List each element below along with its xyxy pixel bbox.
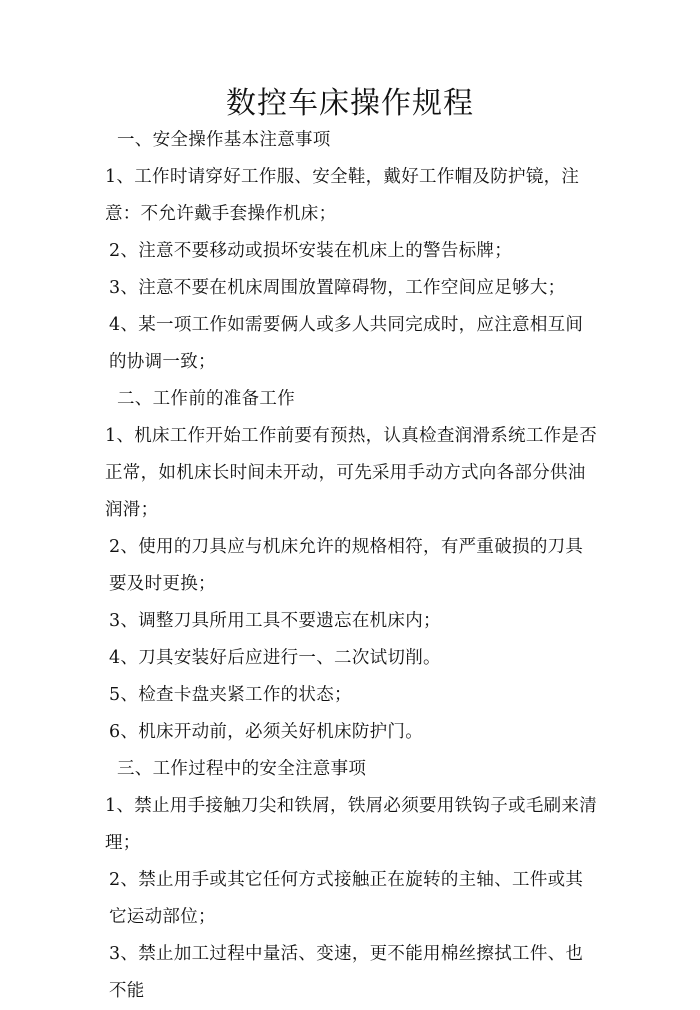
section-heading-2: 二、工作前的准备工作 (117, 389, 295, 409)
section-heading-1: 一、安全操作基本注意事项 (117, 130, 331, 150)
section-2-item-5: 5、检查卡盘夹紧工作的状态； (109, 685, 352, 705)
section-3-item-2: 2、禁止用手或其它任何方式接触正在旋转的主轴、工件或其它运动部位； (109, 870, 584, 927)
section-1-item-2: 2、注意不要移动或损坏安装在机床上的警告标牌； (109, 241, 513, 261)
section-3-item-1: 1、禁止用手接触刀尖和铁屑，铁屑必须要用铁钩子或毛刷来清理； (105, 796, 598, 853)
section-2-item-3: 3、调整刀具所用工具不要遗忘在机床内； (109, 611, 441, 631)
section-1-item-4: 4、某一项工作如需要俩人或多人共同完成时，应注意相互间的协调一致； (109, 315, 584, 372)
section-2-item-4: 4、刀具安装好后应进行一、二次试切削。 (109, 648, 441, 668)
document-title: 数控车床操作规程 (226, 86, 474, 121)
section-2-item-1: 1、机床工作开始工作前要有预热，认真检查润滑系统工作是否正常，如机床长时间未开动，可先采用手动方式向各部分供油润滑； (105, 426, 598, 520)
section-2-item-6: 6、机床开动前，必须关好机床防护门。 (109, 722, 424, 742)
section-3-item-3: 3、禁止加工过程中量活、变速，更不能用棉丝擦拭工件、也不能 (109, 944, 584, 1001)
document-body (105, 122, 600, 1010)
section-1-item-1: 1、工作时请穿好工作服、安全鞋，戴好工作帽及防护镜，注意：不允许戴手套操作机床； (105, 167, 580, 224)
section-1-item-3: 3、注意不要在机床周围放置障碍物，工作空间应足够大； (109, 278, 566, 298)
section-2-item-2: 2、使用的刀具应与机床允许的规格相符，有严重破损的刀具要及时更换； (109, 537, 584, 594)
section-heading-3: 三、工作过程中的安全注意事项 (117, 759, 367, 779)
